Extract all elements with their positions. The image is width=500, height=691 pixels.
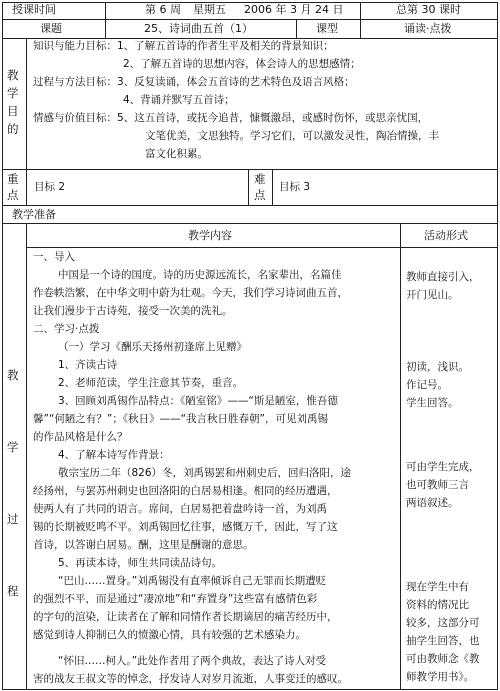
process-side-label: 过 bbox=[7, 512, 19, 526]
rule bbox=[360, 19, 361, 38]
process-side-label: 程 bbox=[7, 584, 19, 598]
process-side-label: 学 bbox=[7, 440, 19, 454]
content-line: 的字句的渲染，让读者在了解和同情作者长期谪居的痛苦经历中， bbox=[33, 611, 338, 623]
objectives-side-label: 学 bbox=[7, 86, 19, 100]
objective-line: 情感与价值目标：5、这五首诗，或抚今追昔，慷慨激昂，或感时伤怀，或思亲忧国， bbox=[33, 112, 429, 124]
content-line: 害的战友王叔文等的悼念，抒发诗人对岁月流逝，人事变迁的感叹。 bbox=[33, 673, 348, 685]
objective-line: 2、了解五首诗的思想内容，体会诗人的思想感情； bbox=[123, 58, 361, 70]
rule bbox=[105, 19, 106, 38]
key-point-label: 重 bbox=[7, 172, 19, 186]
content-line: “巴山……置身。”刘禹锡没有直率倾诉自己无罪而长期遭贬 bbox=[58, 575, 327, 587]
objective-line: 过程与方法目标：3、反复读诵，体会五首诗的艺术特色及语言风格； bbox=[33, 76, 355, 88]
content-line: 的作品风格是什么？ bbox=[33, 431, 128, 443]
lesson-type-label: 课型 bbox=[316, 22, 338, 35]
content-line: 经扬州，与罢苏州刺史也回洛阳的白居易相逢。相同的经历遭遇， bbox=[33, 485, 338, 497]
rule bbox=[26, 38, 27, 169]
topic-value: 25、诗词曲五首（1） bbox=[144, 22, 253, 35]
content-line: 的强烈不平，而是通过“凄凉地”和“弃置身”这些富有感情色彩 bbox=[33, 593, 318, 605]
rule bbox=[2, 223, 498, 224]
form-note: 可由学生完成， bbox=[406, 461, 480, 473]
content-line: 1、齐读古诗 bbox=[58, 359, 118, 371]
objective-line: 文笔优美，文思独特。学习它们，可以激发灵性，陶冶情操，丰 bbox=[145, 130, 439, 142]
content-line: 2、老师范读，学生注意其节奏，重音。 bbox=[58, 377, 244, 389]
objective-line: 4、背诵并默写五首诗； bbox=[123, 94, 235, 106]
form-note: 抽学生回答，也 bbox=[406, 635, 480, 647]
week-number: 第 6 周 bbox=[145, 3, 181, 16]
objective-line: 富文化积累。 bbox=[145, 148, 208, 160]
class-time-label: 授课时间 bbox=[12, 3, 56, 16]
rule bbox=[296, 19, 297, 38]
weekday: 星期五 bbox=[193, 3, 226, 16]
total-hours: 总第 30 课时 bbox=[396, 3, 461, 16]
rule bbox=[2, 689, 498, 690]
content-line: 3、回顾刘禹锡作品特点：《陋室铭》——“斯是陋室，惟吾德 bbox=[58, 395, 338, 407]
content-line: 4、了解本诗写作背景： bbox=[58, 449, 170, 461]
key-point-label: 点 bbox=[7, 188, 19, 202]
content-line: 锡的长期被贬鸣不平。刘禹锡回忆往事，感慨万千，因此，写了这 bbox=[33, 521, 338, 533]
form-note: 学生回答。 bbox=[406, 397, 459, 409]
form-note: 初读，浅识。 bbox=[406, 361, 469, 373]
rule bbox=[2, 169, 498, 170]
rule bbox=[26, 247, 498, 248]
rule bbox=[26, 169, 27, 205]
content-line: 馨”“何陋之有？”；《秋日》——“我言秋日胜春朝”，可见刘禹锡 bbox=[33, 413, 328, 425]
difficult-point-value: 目标 3 bbox=[279, 181, 311, 193]
difficult-point-label: 点 bbox=[254, 188, 266, 202]
content-column-header: 教学内容 bbox=[188, 229, 232, 242]
objectives-side-label: 目 bbox=[7, 104, 19, 118]
content-line: 首诗，以答谢白居易。酬，这里是酬谢的意思。 bbox=[33, 539, 254, 551]
difficult-point-label: 难 bbox=[254, 172, 266, 186]
objectives-side-label: 的 bbox=[7, 122, 19, 136]
content-line: 一、导入 bbox=[33, 251, 75, 263]
rule bbox=[272, 169, 273, 205]
rule bbox=[105, 2, 106, 19]
form-note: 资料的情况比 bbox=[406, 599, 469, 611]
rule bbox=[248, 169, 249, 205]
rule bbox=[497, 2, 498, 690]
process-side-label: 教 bbox=[7, 368, 19, 382]
form-note: 师教学用书》。 bbox=[406, 671, 475, 683]
rule bbox=[2, 38, 498, 39]
class-date: 2006 年 3 月 24 日 bbox=[244, 3, 344, 16]
form-note: 教师直接引入， bbox=[406, 271, 480, 283]
objectives-side-label: 教 bbox=[7, 68, 19, 82]
rule bbox=[2, 19, 498, 20]
content-line: 中国是一个诗的国度。诗的历史源远流长，名家辈出，名篇佳 bbox=[58, 269, 342, 281]
form-note: 也可教师三言 bbox=[406, 479, 469, 491]
rule bbox=[2, 2, 3, 690]
key-point-value: 目标 2 bbox=[34, 181, 66, 193]
rule bbox=[26, 223, 27, 690]
form-note: 现在学生中有 bbox=[406, 581, 469, 593]
content-line: 让我们漫步于古诗苑，接受一次美的洗礼。 bbox=[33, 305, 233, 317]
content-line: （一）学习《酬乐天扬州初逢席上见赠》 bbox=[58, 341, 247, 353]
objective-line: 知识与能力目标：1、了解五首诗的作者生平及相关的背景知识； bbox=[33, 40, 334, 52]
content-line: 二、学习·点拨 bbox=[33, 323, 100, 335]
form-note: 可由教师念《教 bbox=[406, 653, 480, 665]
lesson-type-value: 诵读·点拨 bbox=[404, 22, 452, 35]
teaching-prep-label: 教学准备 bbox=[12, 208, 56, 221]
topic-label: 课题 bbox=[40, 22, 62, 35]
content-line: 作卷帙浩繁，在中华文明中蔚为壮观。今天，我们学习诗词曲五首， bbox=[33, 287, 348, 299]
content-line: 敬宗宝历二年（826）冬，刘禹锡罢和州刺史后，回归洛阳，途 bbox=[58, 467, 352, 479]
form-note: 开门见山。 bbox=[406, 289, 459, 301]
content-line: 感觉到诗人抑制已久的愤激心情，具有较强的艺术感染力。 bbox=[33, 629, 306, 641]
rule bbox=[360, 2, 361, 19]
form-note: 作记号。 bbox=[406, 379, 448, 391]
rule bbox=[400, 223, 401, 690]
form-column-header: 活动形式 bbox=[424, 229, 468, 242]
form-note: 较多，这部分可 bbox=[406, 617, 480, 629]
content-line: 使两人有了共同的语言。席间，白居易把着盘吟诗一首，为刘禹 bbox=[33, 503, 327, 515]
rule bbox=[2, 205, 498, 206]
form-note: 两语叙述。 bbox=[406, 497, 459, 509]
content-line: 5、再读本诗，师生共同读品诗句。 bbox=[58, 557, 223, 569]
content-line: “怀旧……柯人。”此处作者用了两个典故，表达了诗人对受 bbox=[58, 655, 327, 667]
